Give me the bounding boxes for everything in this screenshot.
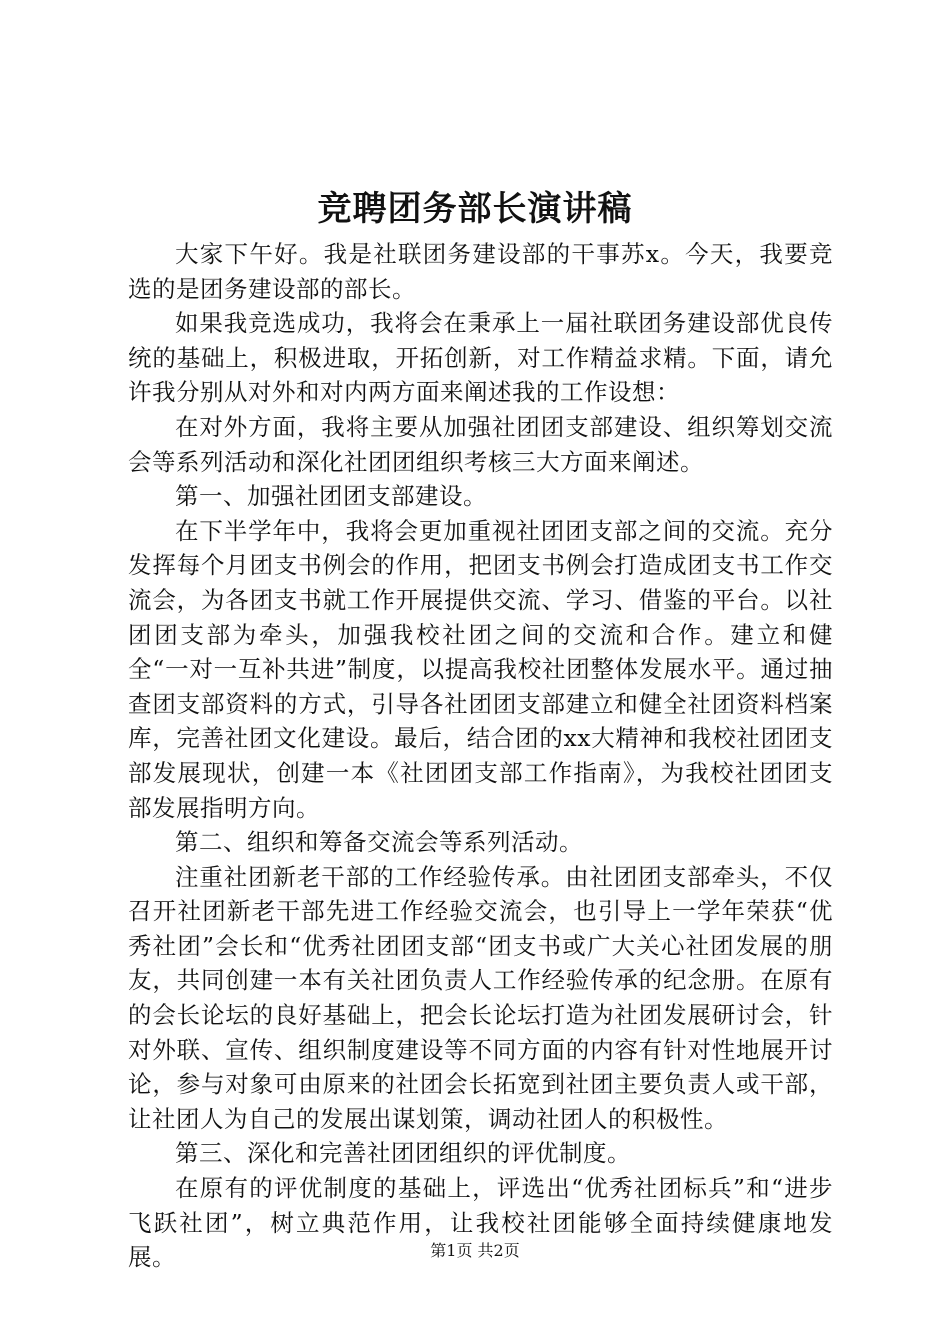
section-heading-1: 第一、加强社团团支部建设。 bbox=[175, 482, 487, 511]
paragraph-external-overview: 在对外方面，我将主要从加强社团团支部建设、组织筹划交流会等系列活动和深化社团团组织考核三大方面来阐述。 bbox=[128, 412, 833, 476]
paragraph-intro: 如果我竞选成功，我将会在秉承上一届社联团务建设部优良传统的基础上，积极进取，开拓创新，对工作精益求精。下面，请允许我分别从对外和对内两方面来阐述我的工作设想： bbox=[128, 309, 833, 407]
document-title: 竞聘团务部长演讲稿 bbox=[317, 189, 633, 229]
section-heading-2: 第二、组织和筹备交流会等系列活动。 bbox=[175, 828, 583, 857]
page-number-footer: 第1页 共2页 bbox=[430, 1241, 520, 1260]
paragraph-section-1: 在下半学年中，我将会更加重视社团团支部之间的交流。充分发挥每个月团支书例会的作用，把团支书例会打造成团支书工作交流会，为各团支书就工作开展提供交流、学习、借鉴的平台。以社团团支部为牵头，加强我校社团之间的交流和合作。建立和健全“一对一互补共进”制度，以提高我校社团整体发展水平。通过抽查团支部资料的方式，引导各社团团支部建立和健全社团资料档案库，完善社团文化建设。最后，结合团的xx大精神和我校社团团支部发展现状，创建一本《社团团支部工作指南》，为我校社团团支部发展指明方向。 bbox=[128, 516, 833, 822]
document-body bbox=[128, 237, 833, 1275]
paragraph-section-2: 注重社团新老干部的工作经验传承。由社团团支部牵头，不仅召开社团新老干部先进工作经验交流会，也引导上一学年荣获“优秀社团”会长和“优秀社团团支部“团支书或广大关心社团发展的朋友，共同创建一本有关社团负责人工作经验传承的纪念册。在原有的会长论坛的良好基础上，把会长论坛打造为社团发展研讨会，针对外联、宣传、组织制度建设等不同方面的内容有针对性地展开讨论，参与对象可由原来的社团会长拓宽到社团主要负责人或干部，让社团人为自己的发展出谋划策，调动社团人的积极性。 bbox=[128, 862, 833, 1133]
paragraph-section-3: 在原有的评优制度的基础上，评选出“优秀社团标兵”和“进步飞跃社团”，树立典范作用，让我校社团能够全面持续健康地发展。 bbox=[128, 1174, 833, 1272]
paragraph-greeting: 大家下午好。我是社联团务建设部的干事苏x。今天，我要竞选的是团务建设部的部长。 bbox=[128, 240, 833, 303]
section-heading-3: 第三、深化和完善社团团组织的评优制度。 bbox=[175, 1139, 631, 1168]
